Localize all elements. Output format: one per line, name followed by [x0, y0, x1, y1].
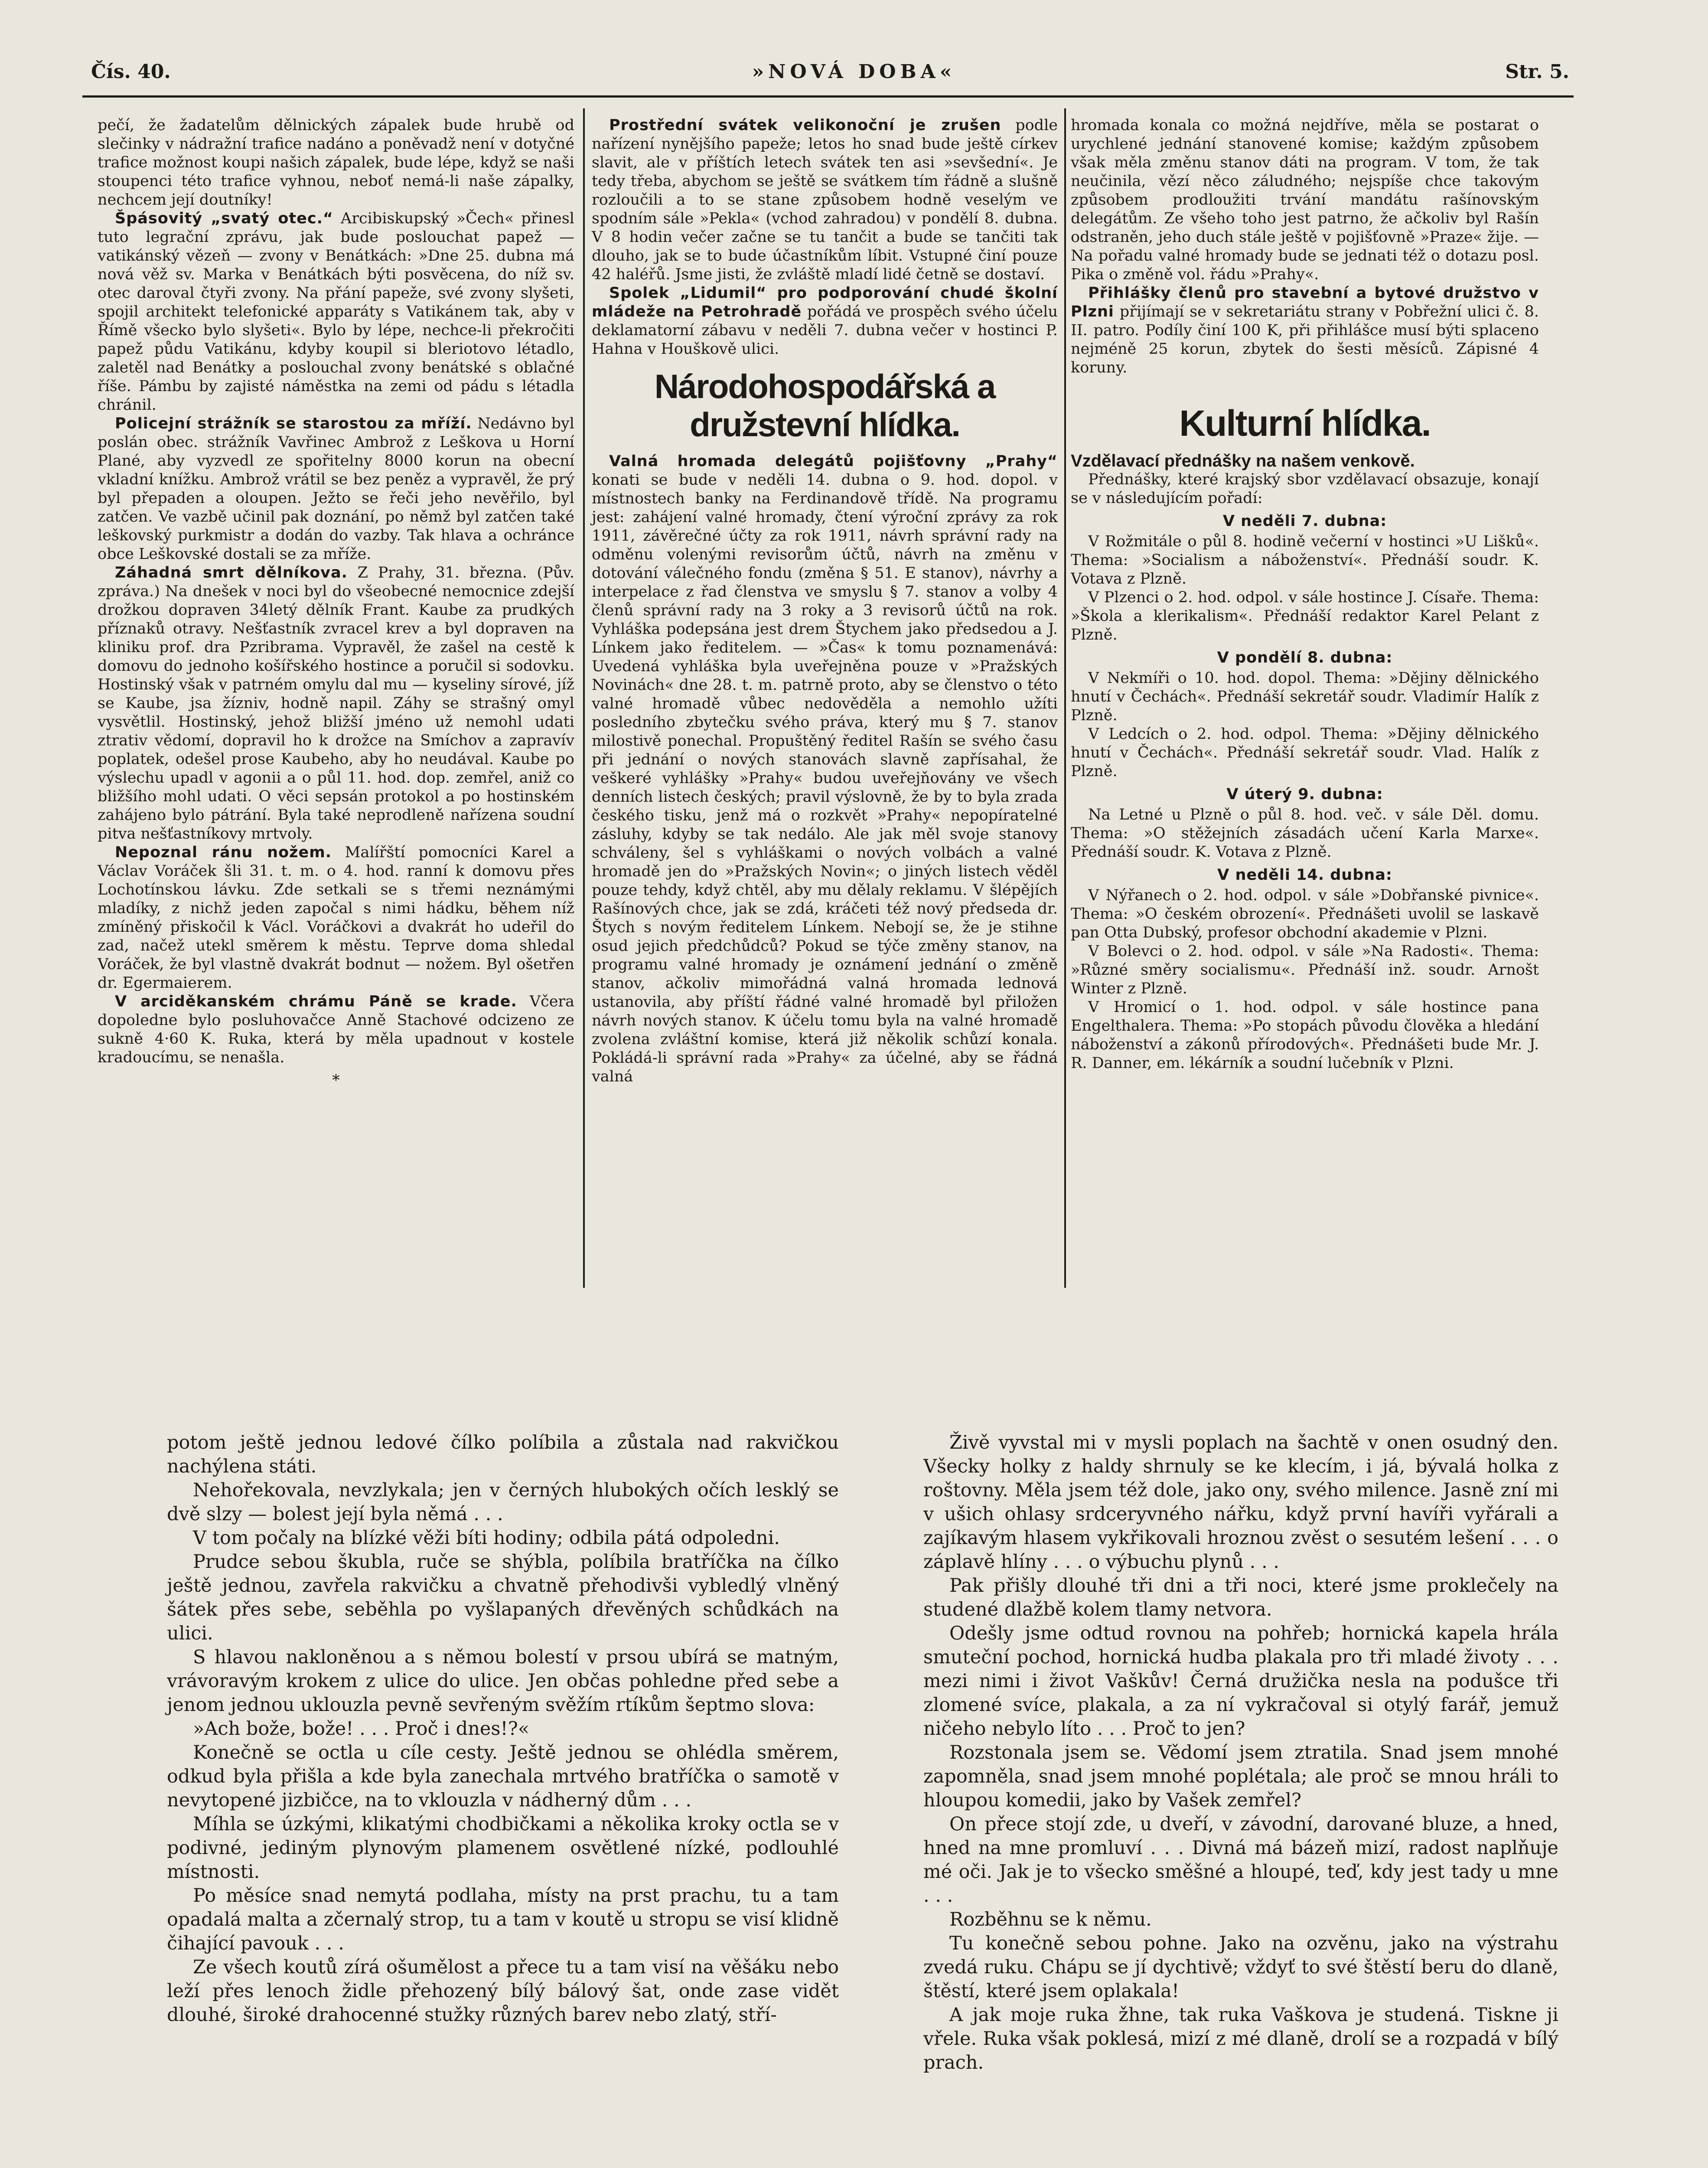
newspaper-title: »NOVÁ DOBA« [752, 61, 956, 83]
subheading: Vzdělavací přednášky na našem venkově. [1071, 451, 1415, 470]
lecture-entry: V Plzenci o 2. hod. odpol. v sále hostince J. Císaře. Thema: »Škola a klerikalism«. Přednáší redaktor Karel Pelant z Plzně. [1071, 589, 1539, 643]
story-paragraph: »Ach bože, bože! . . . Proč i dnes!?« [193, 1718, 530, 1740]
story-paragraph: A jak moje ruka žhne, tak ruka Vaškova je studená. Tiskne ji vřele. Ruka však poklesá, mizí z mé dlaně, drolí se a rozpadá v bílý prach. [923, 2004, 1558, 2073]
column-divider [583, 108, 585, 1288]
header-rule [82, 95, 1574, 98]
story-paragraph: On přece stojí zde, u dveří, v závodní, darované bluze, a hned, hned na mne promluví . . . Divná má bázeň mizí, radost naplňuje mé oči. Jak je to všecko směšné a hloupé, teď, kdy jest tady u mne . . . [923, 1813, 1558, 1907]
story-paragraph: Nehořekovala, nevzlykala; jen v černých hlubokých očích lesklý se dvě slzy — bolest její byla němá . . . [167, 1479, 839, 1525]
lecture-entry: V Bolevci o 2. hod. odpol. v sále »Na Radosti«. Thema: »Různé směry socialismu«. Přednáší inž. soudr. Arnošt Winter z Plzně. [1071, 943, 1539, 997]
article: V arciděkanském chrámu Páně se krade. Včera dopoledne bylo posluhovačce Anně Stachové odcizeno ze sukně 4·60 K. Ruka, která by měla upadnout v kostele kradoucímu, se nenašla. [98, 993, 574, 1066]
story-paragraph: Pak přišly dlouhé tři dni a tři noci, které jsme proklečely na studené dlažbě kolem tlamy netvora. [923, 1575, 1558, 1620]
story-paragraph: Prudce sebou škubla, ruče se shýbla, políbila bratříčka na čílko ještě jednou, zavřela rakvičku a chvatně přehodivši vybledlý vlněný šátek přes sebe, seběhla po vyšlapaných dřevěných schůdkách na ulici. [167, 1551, 839, 1644]
article: Špásovitý „svatý otec.“ Arcibiskupský »Čech« přinesl tuto legrační zprávu, jak bude poslouchat papež — vatikánský vězeň — zvony v Benátkách: »Dne 25. dubna má nová věž sv. Marka v Benátkách býti posvěcena, do níž sv. otec daroval čtyři zvony. Na přání papeže, své zvony slyšeti, spojil architekt telefonické apparáty s Vatikánem tak, aby v Římě všecko bylo slyšeti«. Bylo by lépe, nechce-li překročiti papež půdu Vatikánu, kdyby koupil si bleriotovo létadlo, zaletěl nad Benátky a poslouchal zvony benátské s oblačné říše. Pámbu by zajisté náměstka na zemi od pádu s létadla chránil. [98, 210, 574, 414]
column-divider [1064, 108, 1066, 1288]
lecture-entry: V Nekmíři o 10. hod. dopol. Thema: »Dějiny dělnického hnutí v Čechách«. Přednáší sekretář soudr. Vladimír Halík z Plzně. [1071, 669, 1539, 724]
column-local-news [98, 116, 574, 1092]
story-paragraph: Po měsíce snad nemytá podlaha, místy na prst prachu, tu a tam opadalá malta a zčernalý strop, tu a tam v koutě u stropu se visí klidně čihající pavouk . . . [167, 1885, 839, 1954]
article: hromada konala co možná nejdříve, měla se postarat o urychlené jednání stanovené komise; každým způsobem však měla změnu stanov dáti na program. V tom, že tak neučinila, vězí něco záludného; nejspíše chce takovým způsobem prodloužiti trvání mandátu rašínovským delegátům. Ze všeho toho jest patrno, že ačkoliv byl Rašín odstraněn, jeho duch stále ještě v pojišťovně »Praze« žije. — Na pořadu valné hromady bude se jednati též o dotazu posl. Pika o změně vol. řádu »Prahy«. [1071, 117, 1539, 283]
article: Policejní strážník se starostou za mříží. Nedávno byl poslán obec. strážník Vavřinec Ambrož z Leškova u Horní Plané, aby vyzvedl ze spořitelny 8000 korun na obecní vkladní knížku. Ambrož vrátil se bez peněz a vypravěl, že prý byl přepaden a oloupen. Ježto se řeči jeho nevěřilo, byl zatčen. Ve vazbě učinil pak doznání, po němž byl zatčen také leškovský purkmistr a dodán do vazby. Tak hlava a ochránce obce Leškovské dostali se za mříže. [98, 415, 575, 563]
article: Spolek „Lidumil“ pro podporování chudé školní mládeže na Petrohradě pořádá ve prospěch svého účelu deklamatorní zábavu v neděli 7. dubna večer v hostinci P. Hahna v Houškově ulici. [592, 284, 1058, 358]
story-paragraph: Živě vyvstal mi v mysli poplach na šachtě v onen osudný den. Všecky holky z haldy shrnuly se ke klecím, i já, bývalá holka z roštovny. Měla jsem též dole, jako ony, svého milence. Jasně zní mi v ušich ohlasy srdceryvného nářku, když první havíři vyřárali a zajíkavým hlasem vykřikovali hroznou zvěst o sesutém lešení . . . o záplavě hlíny . . . o výbuchu plynů . . . [923, 1432, 1558, 1573]
story-paragraph: S hlavou nakloněnou a s němou bolestí v prsou ubírá se matným, vrávoravým krokem z ulice do ulice. Jen občas pohledne před sebe a jenom jednou uklouzla pevně sevřeným svěžím rtíkům šeptmo slova: [167, 1646, 839, 1716]
story-paragraph: potom ještě jednou ledové čílko políbila a zůstala nad rakvičkou nachýlena státi. [167, 1432, 839, 1477]
page-header [0, 61, 1708, 100]
column-culture [1071, 116, 1539, 1073]
story-right-page [923, 1431, 1558, 2075]
story-paragraph: Konečně se octla u cíle cesty. Ještě jednou se ohlédla směrem, odkud byla přišla a kde byla zanechala mrtvého bratříčka o samotě v nevytopené jizbičce, na to vklouzla v nádherný dům . . . [167, 1742, 839, 1811]
date-heading: V pondělí 8. dubna: [1217, 649, 1393, 666]
article: Nepoznal ránu nožem. Malířští pomocníci Karel a Václav Voráček šli 31. t. m. o 4. hod. ranní k domovu přes Lochotínskou lávku. Zde setkali se s třemi neznámými mladíky, z nichž jeden započal s nimi hádku, během níž zmíněný přiskočil k Václ. Voráčkovi a dvakrát ho udeřil do zad, načež utekl směrem k městu. Teprve doma shledal Voráček, že byl vlastně dvakrát bodnut — nožem. Byl ošetřen dr. Egermaierem. [98, 844, 575, 992]
story-paragraph: Tu konečně sebou pohne. Jako na ozvěnu, jako na výstrahu zvedá ruku. Chápu se jí dychtivě; vždyť to své štěstí beru do dlaně, štěstí, které jsem oplakala! [923, 1933, 1558, 2002]
lecture-entry: Na Letné u Plzně o půl 8. hod. več. v sále Děl. domu. Thema: »O stěžejních zásadách učení Karla Marxe«. Přednáší soudr. K. Votava z Plzně. [1071, 806, 1539, 861]
story-paragraph: Ze všech koutů zírá ošumělost a přece tu a tam visí na věšáku nebo leží přes lenoch židle přehozený bílý bálový šat, onde zase vidět dlouhé, široké drahocenné stužky různých barev nebo zlatý, stří- [167, 1956, 839, 2026]
story-left-page [167, 1431, 839, 2027]
story-paragraph: Rozběhnu se k němu. [949, 1909, 1152, 1930]
article: Valná hromada delegátů pojišťovny „Prahy“ konati se bude v neděli 14. dubna o 9. hod. dopol. v místnostech banky na Ferdinandově třídě. Na programu jest: zahájení valné hromady, čtení výroční zprávy za rok 1911, závěrečné účty za rok 1911, návrh správní rady na odměnu volenými revisorům účtů, návrh na změnu v dotování válečného fondu (změna § 51. E stanov), návrhy a interpelace z řad členstva ve smyslu § 7. stanov a volby 4 členů správní rady na 3 roky a 3 revisorů účtů na rok. Vyhláška podepsána jest drem Štychem jako předsedou a J. Línkem jako ředitelem. — »Čas« k tomu poznamenává: Uvedená vyhláška byla uveřejněna pouze v »Pražských Novinách« dne 28. t. m. patrně proto, aby se členstvo o této valné hromadě vůbec nedověděla a nemohlo užíti posledního zbytečku svého práva, který mu § 7. stanov milostivě ponechal. Propuštěný ředitel Rašín se svého času při jednání o nových stanovách slavně zapřísahal, že veškeré vyhlášky »Prahy« budou uveřejňovány ve všech denních listech českých; pravil výslovně, že by to byla zrada českého tisku, jenž má o rozkvět »Prahy« nepopíratelné zásluhy, kdyby se tak nedálo. Ale jak měl svoje stanovy schváleny, šel s vyhláškami o nových volbách a valné hromadě jen do »Pražských Novin«; o jiných listech věděl pouze tehdy, když chtěl, aby mu dělaly reklamu. V šlépějích Rašínových chce, jak se zdá, kráčeti též nový předseda dr. Štych s novým ředitelem Línkem. Nebojí se, že je stihne osud jejich předchůdců? Pokud se týče změny stanov, na programu valné hromady je oznámení jednání o změně stanov, ačkoliv mimořádná valná hromada lednová ustanovila, aby příští řádné valné hromadě byl přiložen návrh nových stanov. K účelu tomu byla na valné hromadě zvolena zvláštní komise, která již několik schůzí konala. Pokládá-li správní rada »Prahy« za účelné, aby se řádná valná [592, 453, 1058, 1085]
column-events [592, 116, 1058, 1086]
section-heading-economy: Národohospodářská a družstevní hlídka. [654, 367, 995, 444]
article: pečí, že žadatelům dělnických zápalek bude hrubě od slečinky v nádražní trafice nadáno a poněvadž není v dotyčné trafice možnost koupi našich zápalek, bude lépe, když se naši stoupenci této trafice vyhnou, neboť nemá-li naše zápalky, nechcem její doutníky! [98, 117, 574, 209]
page-number: Str. 5. [1505, 61, 1569, 83]
end-mark: * [332, 1072, 340, 1089]
issue-number: Čís. 40. [91, 61, 171, 83]
intro: Přednášky, které krajský sbor vzdělavací obsazuje, konají se v následujícím pořadí: [1071, 471, 1539, 507]
story-paragraph: V tom počaly na blízké věži bíti hodiny; odbila pátá odpoledni. [193, 1527, 780, 1549]
date-heading: V neděli 14. dubna: [1217, 866, 1392, 884]
article: Záhadná smrt dělníkova. Z Prahy, 31. března. (Pův. zpráva.) Na dnešek v noci byl do všeobecné nemocnice zdejší drožkou dopraven 34letý dělník Frant. Kaube za prudkých příznaků otravy. Nešťastník zvracel krev a byl dopraven na kliniku prof. dra Pzribrama. Vypravěl, že zašel na cestě k domovu do jednoho košířského hostince a poručil si sodovku. Hostinský však v patrném omylu dal mu — kyseliny sírové, jíž se Kaube, jsa žízniv, hodně napil. Záhy se strašný omyl vysvětlil. Hostinský, jehož bližší jméno už nemohl udati ztrativ vědomí, dopravil ho k drožce na Smíchov a zapravív poplatek, odešel prose Kaubeho, aby ho neudával. Kaube po výslechu upadl v agonii a o půl 11. hod. dop. zemřel, aniž co bližšího mohl udati. O věci sepsán protokol a po hostinském zahájeno bylo pátrání. Byla také neprodleně nařízena soudní pitva nešťastníkovy mrtvoly. [98, 564, 574, 842]
date-heading: V úterý 9. dubna: [1226, 786, 1383, 803]
story-paragraph: Míhla se úzkými, klikatými chodbičkami a několika kroky octla se v podivné, jediným plynovým plamenem osvětlené nízké, podlouhlé místnosti. [167, 1813, 839, 1883]
lecture-entry: V Ledcích o 2. hod. odpol. Thema: »Dějiny dělnického hnutí v Čechách«. Přednáší sekretář soudr. Vlad. Halík z Plzně. [1071, 725, 1539, 780]
section-heading-culture: Kulturní hlídka. [1179, 403, 1431, 444]
article: Prostřední svátek velikonoční je zrušen podle nařízení nynějšího papeže; letos ho snad bude ještě církev slavit, ale v příštích letech svátek ten asi »sevšední«. Je tedy třeba, abychom se ještě se svátkem tím řádně a slušně rozloučili a to se stane způsobem hodně veselým ve spodním sále »Pekla« (vchod zahradou) v pondělí 8. dubna. V 8 hodin večer začne se tu tančit a bude se tančiti tak dlouho, jak se to bude účastníkům líbit. Vstupné činí pouze 42 haléřů. Jsme jisti, že zvláště mladí lidé četně se dostaví. [592, 117, 1058, 283]
lecture-entry: V Rožmitále o půl 8. hodině večerní v hostinci »U Lišků«. Thema: »Socialism a náboženství«. Přednáší soudr. K. Votava z Plzně. [1071, 533, 1539, 588]
date-heading: V neděli 7. dubna: [1222, 513, 1387, 530]
story-paragraph: Odešly jsme odtud rovnou na pohřeb; hornická kapela hrála smuteční pochod, hornická hudba plakala pro tři mladé životy . . . mezi nimi i život Vaškův! Černá družička nesla na podušce tři zlomené svíce, plakala, a za ní vykračoval si otylý farář, jemuž ničeho nebylo líto . . . Proč to jen? [923, 1623, 1558, 1740]
lecture-entry: V Hromicí o 1. hod. odpol. v sále hostince pana Engelthalera. Thema: »Po stopách původu člověka a hledání náboženství a zákonů přírodových«. Přednášeti bude Mr. J. R. Danner, em. lékárník a soudní lučebník v Plzni. [1071, 999, 1539, 1072]
story-paragraph: Rozstonala jsem se. Vědomí jsem ztratila. Snad jsem mnohé zapomněla, snad jsem mnohé poplétala; ale proč se mnou hráli to hloupou komedii, jako by Vašek zemřel? [923, 1742, 1558, 1811]
article: Přihlášky členů pro stavební a bytové družstvo v Plzni přijímají se v sekretariátu strany v Pobřežní ulici č. 8. II. patro. Podíly činí 100 K, při přihlášce musí býti splaceno nejméně 25 korun, zbytek do šesti měsíců. Zápisné 4 koruny. [1071, 284, 1539, 376]
lecture-entry: V Nýřanech o 2. hod. odpol. v sále »Dobřanské pivnice«. Thema: »O českém obrození«. Přednášeti uvolil se laskavě pan Otta Dubský, profesor obchodní akademie v Plzni. [1071, 887, 1539, 941]
